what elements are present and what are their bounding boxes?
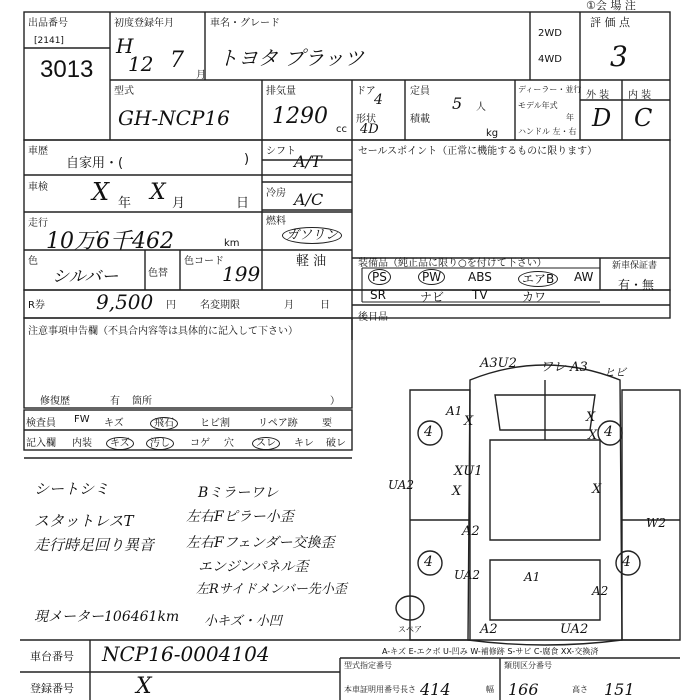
diag-mark-17: UA2 <box>454 568 481 582</box>
recycle-unit: 円 <box>166 300 176 311</box>
legend-repair: リペア跡 <box>258 418 298 429</box>
year-unit: 年 <box>566 113 574 122</box>
diag-mark-10: XU1 <box>454 464 483 479</box>
model-year-label: モデル年式 <box>518 101 558 110</box>
inspection-year-mark: X <box>92 178 110 206</box>
note-left-2: スタットレスT <box>34 512 134 530</box>
diag-mark-18: A1 <box>524 570 541 584</box>
equip-sr: SR <box>370 288 386 302</box>
notes-label: 注意事項申告欄（不具合内容等は具体的に記入して下さい） <box>28 326 298 337</box>
model-label: 型式 <box>114 86 134 97</box>
shape-value: 4D <box>360 122 379 137</box>
equip-kawa: カワ <box>522 290 547 304</box>
displacement-label: 排気量 <box>266 86 296 97</box>
displacement-unit: cc <box>336 124 347 135</box>
drive-2wd: 2WD <box>538 28 562 39</box>
first-reg-month: 7 <box>170 48 184 73</box>
usage-close: ) <box>244 152 250 167</box>
diag-spare: スペア <box>398 625 422 634</box>
width-value: 166 <box>508 680 539 699</box>
capacity-value: 5 <box>452 94 463 113</box>
note-right-4: エンジンパネル歪 <box>198 559 309 575</box>
diag-mark-15: W2 <box>646 516 666 530</box>
damage-legend: A-キズ E-エクボ U-凹み W-補修跡 S-サビ C-腐食 XX-交換済 <box>382 647 599 656</box>
mileage-value: 10万6千462 <box>46 229 174 254</box>
int-value: C <box>634 104 653 132</box>
repair-place: 箇所 <box>132 396 152 407</box>
usage-value: 自家用・( <box>66 156 124 171</box>
ext-label: 外 装 <box>586 90 610 101</box>
diag-mark-22: UA2 <box>560 622 589 637</box>
doors-value: 4 <box>374 92 383 108</box>
car-diagram-outline <box>396 365 680 645</box>
inspection-day-unit: 日 <box>236 196 250 211</box>
load-unit: kg <box>486 128 499 139</box>
color-code-label: 色コード <box>184 256 224 267</box>
mileage-unit: km <box>224 238 240 249</box>
diag-mark-14: A2 <box>462 524 480 539</box>
equip-navi: ナビ <box>420 290 445 304</box>
diag-mark-5: X <box>464 414 474 429</box>
ac-value: A/C <box>294 190 324 209</box>
drive-4wd: 4WD <box>538 54 562 65</box>
inspection-month-unit: 月 <box>172 196 186 211</box>
equip-airbag: エアB <box>518 270 558 287</box>
diag-mark-11: X <box>452 484 462 499</box>
class-no-label: 類別区分番号 <box>504 661 552 670</box>
car-name-label: 車名・グレード <box>210 18 280 29</box>
diag-mark-7: X <box>586 410 596 425</box>
note-right-3: 左右Fフェンダー交換歪 <box>186 535 335 551</box>
inspection-label: 車検 <box>28 182 48 193</box>
legend-interior: 内装 <box>72 438 92 449</box>
mileage-label: 走行 <box>28 218 48 229</box>
lot-label: 出品番号 <box>28 18 68 29</box>
reg-no-value: X <box>136 674 152 699</box>
recycle-label: R券 <box>28 300 45 311</box>
diag-mark-6: 4 <box>424 424 433 440</box>
diag-mark-20: A2 <box>592 584 609 598</box>
legend-ana: 穴 <box>224 438 234 449</box>
chassis-label: 車台番号 <box>30 650 74 663</box>
first-reg-era: H <box>116 34 134 58</box>
note-right-5: 左Rサイドメンバー先小歪 <box>196 582 347 597</box>
shift-label: シフト <box>266 146 296 157</box>
legend-yabure: 破レ <box>326 438 346 449</box>
type-cert-label: 本車証明用番号 <box>344 685 400 694</box>
diag-mark-1: A3U2 <box>480 356 517 371</box>
first-reg-year: 12 <box>128 52 154 76</box>
inspection-month-mark: X <box>150 180 166 205</box>
ac-label: 冷房 <box>266 188 286 199</box>
diag-mark-9: 4 <box>604 424 613 440</box>
diag-mark-13: X <box>592 482 602 497</box>
lot-number: 3013 <box>40 56 94 83</box>
doors-label: ドア <box>356 86 376 97</box>
legend-kire: キレ <box>294 438 314 449</box>
shape-label: 形状 <box>356 114 376 125</box>
note-left-3: 走行時足回り異音 <box>34 536 155 554</box>
selling-points-label: セールスポイント（正常に機能するものに限ります） <box>358 146 598 157</box>
warranty-value: 有・無 <box>618 278 655 292</box>
model-value: GH-NCP16 <box>118 106 230 130</box>
legend-koge: コゲ <box>190 438 210 449</box>
color-change-label: 色替 <box>148 268 168 279</box>
color-code-value: 199 <box>222 262 261 286</box>
type-no-label: 型式指定番号 <box>344 661 392 670</box>
height-label: 高さ <box>572 685 588 694</box>
int-label: 内 装 <box>628 90 652 101</box>
deadline-label: 名変期限 <box>200 300 240 311</box>
note-left-4: 現メーター106461km <box>34 609 180 625</box>
legend-yo: 要 <box>322 418 332 429</box>
diag-mark-4: A1 <box>446 404 463 418</box>
score-value: 3 <box>610 40 628 73</box>
recycle-value: 9,500 <box>96 290 154 314</box>
equip-ps: PS <box>368 270 391 284</box>
equip-tv: TV <box>472 288 488 302</box>
lot-code: [2141] <box>34 36 64 46</box>
capacity-label: 定員 <box>410 86 430 97</box>
shift-value: A/T <box>294 152 322 171</box>
legend-label-1: 検査員 <box>26 418 56 429</box>
diag-mark-2: ワレ A3 <box>540 360 588 375</box>
note-right-2: 左右Fピラー小歪 <box>186 509 294 525</box>
displacement-value: 1290 <box>272 104 328 129</box>
legend-tobiishi: 飛石 <box>150 414 178 429</box>
car-name-value: トヨタ プラッツ <box>218 46 364 70</box>
load-label: 積載 <box>410 114 430 125</box>
legend-kizu-2: キズ <box>106 434 134 449</box>
inspection-year-unit: 年 <box>118 196 132 211</box>
length-label: 長さ <box>400 685 416 694</box>
fuel-gasoline: ガソリン <box>282 224 342 243</box>
equip-pw: PW <box>418 270 445 284</box>
fuel-diesel: 軽 油 <box>296 254 327 269</box>
height-value: 151 <box>604 680 635 699</box>
diag-mark-21: A2 <box>480 622 498 637</box>
note-left-1: シートシミ <box>34 480 110 498</box>
legend-yogore: 汚し <box>146 434 174 449</box>
fuel-label: 燃料 <box>266 216 286 227</box>
later-items-label: 後日品 <box>358 312 388 323</box>
venue-tag: ①会 場 注 <box>586 0 636 12</box>
usage-label: 車歴 <box>28 146 48 157</box>
note-right-6: 小キズ・小凹 <box>204 614 282 629</box>
repair-label: 修復歴 <box>40 396 70 407</box>
dealer-label: ディーラー・並行 <box>518 85 582 94</box>
first-reg-month-unit: 月 <box>196 70 206 81</box>
legend-kizu: キズ <box>104 418 124 429</box>
color-label: 色 <box>28 256 38 267</box>
equipment-label: 装備品（純正品に限り○を付けて下さい） <box>358 258 547 269</box>
legend-fw: FW <box>74 414 90 425</box>
diag-mark-12: UA2 <box>388 478 415 492</box>
score-label: 評 価 点 <box>590 16 630 29</box>
warranty-label: 新車保証書 <box>612 261 658 271</box>
diag-mark-8: X <box>588 428 598 443</box>
width-label: 幅 <box>486 685 494 694</box>
reg-no-label: 登録番号 <box>30 682 74 695</box>
repair-yes: 有 <box>110 396 120 407</box>
equip-abs: ABS <box>468 270 492 284</box>
diag-mark-19: 4 <box>622 554 631 570</box>
legend-label-2: 記入欄 <box>26 438 56 449</box>
note-right-1: Bミラーワレ <box>198 485 279 501</box>
capacity-unit: 人 <box>476 102 486 113</box>
chassis-value: NCP16-0004104 <box>102 642 270 666</box>
legend-hibiware: ヒビ割 <box>200 418 230 429</box>
length-value: 414 <box>420 680 451 699</box>
repair-close: ） <box>330 396 340 407</box>
deadline-month: 月 <box>284 300 294 311</box>
legend-sure: スレ <box>252 434 280 449</box>
first-reg-label: 初度登録年月 <box>114 18 174 29</box>
diag-mark-16: 4 <box>424 554 433 570</box>
steering-label: ハンドル 左・右 <box>518 127 577 136</box>
equip-aw: AW <box>574 270 594 284</box>
color-value: シルバー <box>52 267 119 287</box>
ext-value: D <box>592 104 612 132</box>
deadline-day: 日 <box>320 300 330 311</box>
diag-mark-3: ヒビ <box>604 366 626 379</box>
